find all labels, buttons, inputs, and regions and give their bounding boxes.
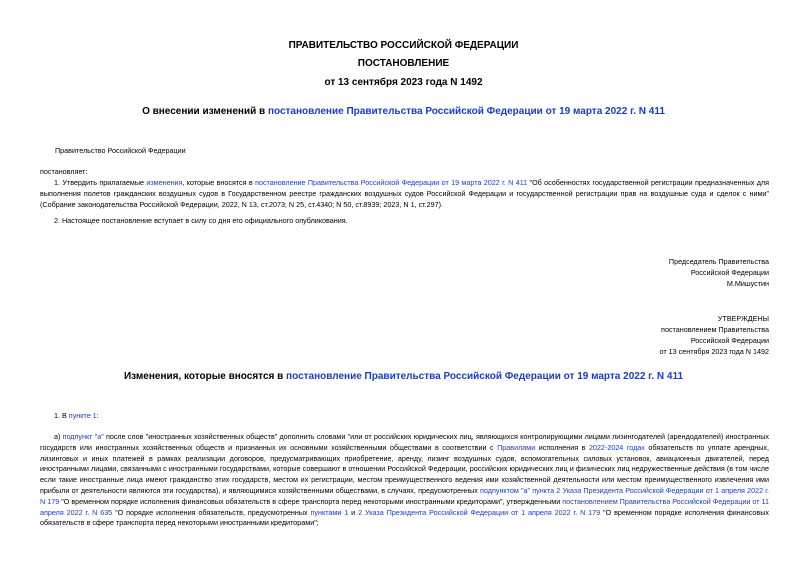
item1-text-b: : [96, 411, 99, 420]
approved-line-2: постановлением Правительства [661, 325, 769, 334]
p1-text-b: , которые вносятся в [182, 178, 256, 187]
changes-subitem-a [40, 432, 769, 529]
government-heading: ПРАВИТЕЛЬСТВО РОССИЙСКОЙ ФЕДЕРАЦИИ [288, 40, 519, 51]
paragraph-2: 2. Настоящее постановление вступает в силу со дня его официального опубликования. [54, 216, 348, 225]
approved-block [660, 313, 769, 357]
p1-link-resolution-411[interactable]: постановление Правительства Российской Федерации от 19 марта 2022 г. N 411 [255, 178, 528, 187]
changes-title-prefix: Изменения, которые вносятся в [123, 371, 287, 382]
a-text-2: исполнения в [535, 442, 589, 452]
doc-type-heading: ПОСТАНОВЛЕНИЕ [357, 58, 450, 69]
changes-title [0, 371, 807, 382]
signature-line-2: Российской Федерации [690, 268, 769, 277]
a-link-decree-179[interactable]: подпунктом "а" пункта 2 Указа Президента Российской Федерации от 1 апреля 2022 г. N 179 [40, 485, 769, 506]
a-link-points-1[interactable]: пунктами 1 [310, 507, 349, 517]
title-link-resolution-411[interactable]: постановление Правительства Российской Федерации от 19 марта 2022 г. N 411 [267, 106, 665, 117]
a-text-5: "О порядке исполнения обязательств, предусмотренных [112, 507, 311, 517]
a-link-years[interactable]: 2022-2024 годах [588, 442, 645, 452]
signature-block [669, 256, 769, 289]
approved-line-3: Российской Федерации [690, 336, 769, 345]
a-link-subpoint-a[interactable]: подпункт "а" [62, 432, 104, 441]
a-prefix: а) [54, 432, 63, 441]
a-link-decree-179-2[interactable]: 2 Указа Президента Российской Федерации от 1 апреля 2022 г. N 179 [358, 507, 601, 517]
document-title [0, 106, 807, 117]
item1-link-point-1[interactable]: пункте 1 [68, 411, 97, 420]
title-prefix: О внесении изменений в [142, 106, 268, 117]
changes-title-link[interactable]: постановление Правительства Российской Федерации от 19 марта 2022 г. N 411 [286, 371, 684, 382]
changes-item-1 [54, 411, 99, 422]
signature-line-3: М.Мишустин [726, 279, 769, 288]
a-text-7: "О временном порядке исполнения финансовых обязательств в сфере транспорта перед некоторыми иностранными кредиторами"; [40, 507, 769, 528]
government-line: Правительство Российской Федерации [55, 146, 186, 155]
paragraph-1 [40, 178, 769, 210]
a-link-rules[interactable]: Правилами [497, 442, 536, 452]
a-text-4: "О временном порядке исполнения финансовых обязательств в сфере транспорта перед некоторыми иностранными кредиторами", утвержденными [59, 496, 563, 506]
date-number-heading: от 13 сентября 2023 года N 1492 [324, 77, 483, 88]
approved-line-4: от 13 сентября 2023 года N 1492 [659, 347, 769, 356]
p1-link-changes[interactable]: изменения [146, 178, 183, 187]
a-text-6: и [348, 507, 359, 517]
approved-line-1: УТВЕРЖДЕНЫ [717, 314, 769, 323]
p1-text-c: "Об особенностях государственной регистрации предназначенных для выполнения полетов гражданских воздушных судов в Государственном реестре гражданских воздушных судов Российской Федерации и государственной регистрации прав на воздушные суда и сделок с ними" (Собрание законодательства Российской Федерации, 2022, N 13, ст.2073; N 25, ст.4340; N 50, ст.8939; 2023, N 1, ст.297). [40, 178, 769, 209]
decrees-line: постановляет: [40, 167, 88, 176]
p1-text-a: 1. Утвердить прилагаемые [54, 178, 147, 187]
a-text-1: после слов "иностранных хозяйственных обществ" дополнить словами "или от российских юридических лиц, являющихся контролирующими лицами лизингодателей (арендодателей) иностранных государств или иностранных хозяйственных обществ и признанных их основными хозяйственными обществами в соответствии с [40, 432, 769, 452]
item1-text-a: 1. В [54, 411, 69, 420]
a-text-3: обязательств по уплате арендных, лизинговых и иных платежей в рамках реализации договоров, предусматривающих приобретение, аренду, лизинг воздушных судов, вспомогательных силовых установок, авиационных двигателей, перед иностранными лицами, связанными с иностранными государствами, которые совершают в отношении Российской Федерации, российских юридических лиц и физических лиц недружественные действия (в том числе если такие иностранные лица имеют гражданство этих государств, местом их регистрации, местом преимущественного ведения ими хозяйственной деятельности или местом преимущественного извлечения ими прибыли от деятельности являются эти государства), и являющимися хозяйственными обществами, в случаях, предусмотренных [40, 442, 769, 495]
signature-line-1: Председатель Правительства [668, 257, 769, 266]
a-link-resolution-635[interactable]: постановлением Правительства Российской Федерации от 11 апреля 2022 г. N 635 [40, 496, 769, 517]
